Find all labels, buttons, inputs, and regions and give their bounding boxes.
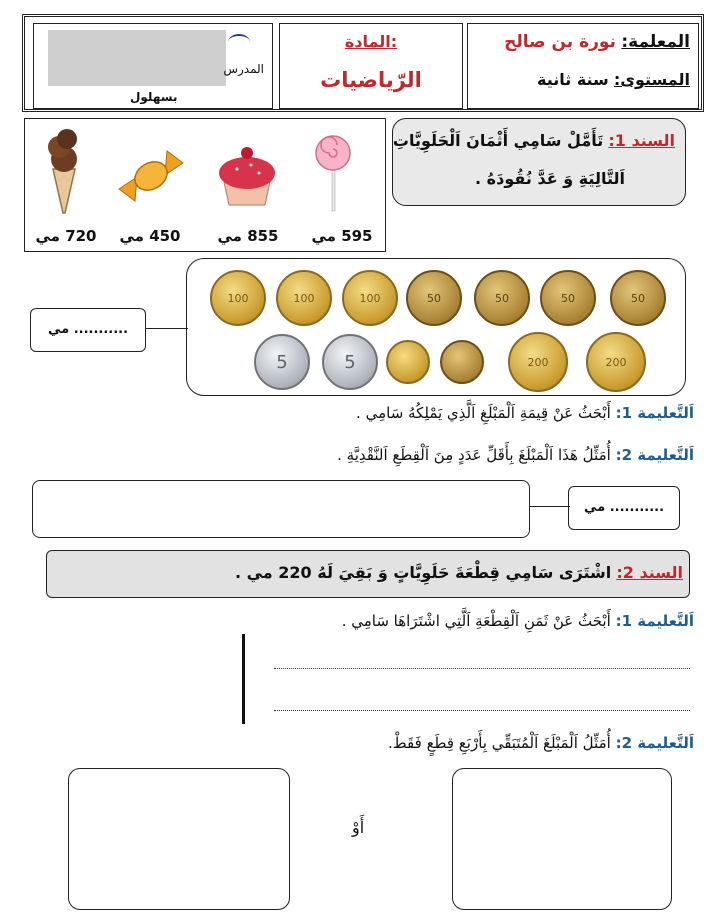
instruction1-line <box>356 404 694 422</box>
instruction2-text: أُمَثِّلُ هَذَا اَلْمَبْلَغَ بِأَقَلِّ عَدَدٍ مِنَ اَلْقِطَعِ اَلنَّقْدِيَّةِ . <box>337 446 611 464</box>
sweets-box <box>24 118 386 252</box>
school-cell <box>33 23 273 109</box>
cupcake-icon <box>211 139 283 211</box>
sanad2-box <box>46 550 690 598</box>
answer-area-right[interactable] <box>452 768 672 910</box>
instruction2-label: اَلتَّعليمة 2: <box>615 446 694 464</box>
coin-row2-3 <box>386 340 430 384</box>
sanad1-box <box>392 118 686 206</box>
sanad1-text1: تَأَمَّلْ سَامِي أَثْمَانَ اَلْحَلَوِيَّاتِ <box>392 131 604 150</box>
price-cupcake: 855 مي <box>217 227 279 245</box>
sanad2-text: اشْتَرَى سَامِي قِطْعَةَ حَلَوِيَّاتٍ وَ بَقِيَ لَهُ 220 مي . <box>234 563 612 582</box>
coin-50-row1: 50 <box>406 270 462 326</box>
answer-box-1[interactable]: ........... مي <box>30 308 146 352</box>
coin-row2-2: 5 <box>322 334 378 390</box>
level-label: المستوى: <box>613 70 690 89</box>
redacted-block <box>48 30 226 86</box>
instruction1-label: اَلتَّعليمة 1: <box>615 404 694 422</box>
instruction4-text: أُمَثِّلُ اَلْمَبْلَغَ اَلْمُتَبَقِّي بِأَرْبَعِ قِطَعٍ فَقَطْ. <box>388 734 611 752</box>
lollipop-icon <box>313 133 353 213</box>
sanad2-line <box>235 563 683 582</box>
ice-cream-icon <box>39 125 89 215</box>
coin-50-row1: 50 <box>610 270 666 326</box>
instruction2-line <box>337 446 694 464</box>
coin-row2-1: 5 <box>254 334 310 390</box>
coin-50-row1: 50 <box>474 270 530 326</box>
instruction4-label: اَلتَّعليمة 2: <box>615 734 694 752</box>
school-label: المدرس <box>223 62 264 76</box>
subject-cell <box>279 23 463 109</box>
instruction1-text: أَبْحَثُ عَنْ قِيمَةِ اَلْمَبْلَغِ اَلَّذِي يَمْلِكُهُ سَامِي . <box>356 404 611 422</box>
teacher-cell <box>467 23 699 109</box>
instruction4-line <box>388 734 694 752</box>
coin-row2-4 <box>440 340 484 384</box>
instruction3-line <box>342 612 694 630</box>
sanad1-text2: اَلتَّالِيَةِ وَ عَدَّ نُقُودَهُ . <box>475 169 625 188</box>
sanad1-label: السند 1: <box>608 131 675 150</box>
coin-50-row1: 50 <box>540 270 596 326</box>
level-value: سنة ثانية <box>536 70 609 89</box>
coin-100-row1: 100 <box>342 270 398 326</box>
or-text: أَوْ <box>352 818 365 837</box>
teacher-name: نورة بن صالح <box>504 32 616 52</box>
coin-100-row1: 100 <box>276 270 332 326</box>
coin-100-row1: 100 <box>210 270 266 326</box>
price-lollipop: 595 مي <box>311 227 373 245</box>
instruction3-label: اَلتَّعليمة 1: <box>615 612 694 630</box>
vertical-divider <box>242 634 245 724</box>
answer-area-1[interactable] <box>32 480 530 538</box>
connector-line-2 <box>530 506 570 507</box>
sanad1-line1 <box>393 131 675 150</box>
header-table <box>22 14 704 112</box>
level-line <box>537 70 690 89</box>
coin-row2-5: 200 <box>508 332 568 392</box>
dotted-answer-line-2[interactable] <box>274 710 690 711</box>
sanad2-label: السند 2: <box>616 563 683 582</box>
logo-arc <box>228 34 250 50</box>
teacher-line <box>504 32 690 52</box>
connector-line-1 <box>146 328 188 329</box>
candy-icon <box>115 147 187 207</box>
instruction3-text: أَبْحَثُ عَنْ ثَمَنِ اَلْقِطْعَةِ اَلَّتِي اشْتَرَاهَا سَامِي . <box>341 612 611 630</box>
price-ice-cream: 720 مي <box>35 227 97 245</box>
coin-row2-6: 200 <box>586 332 646 392</box>
answer-box-2[interactable]: ........... مي <box>568 486 680 530</box>
school-place: بسهلول <box>130 90 178 104</box>
teacher-label: المعلمة: <box>621 32 690 52</box>
answer-area-left[interactable] <box>68 768 290 910</box>
dotted-answer-line-1[interactable] <box>274 668 690 669</box>
subject-value: الرّياضيات <box>320 68 422 92</box>
price-candy: 450 مي <box>119 227 181 245</box>
subject-label: المادة: <box>344 32 398 51</box>
